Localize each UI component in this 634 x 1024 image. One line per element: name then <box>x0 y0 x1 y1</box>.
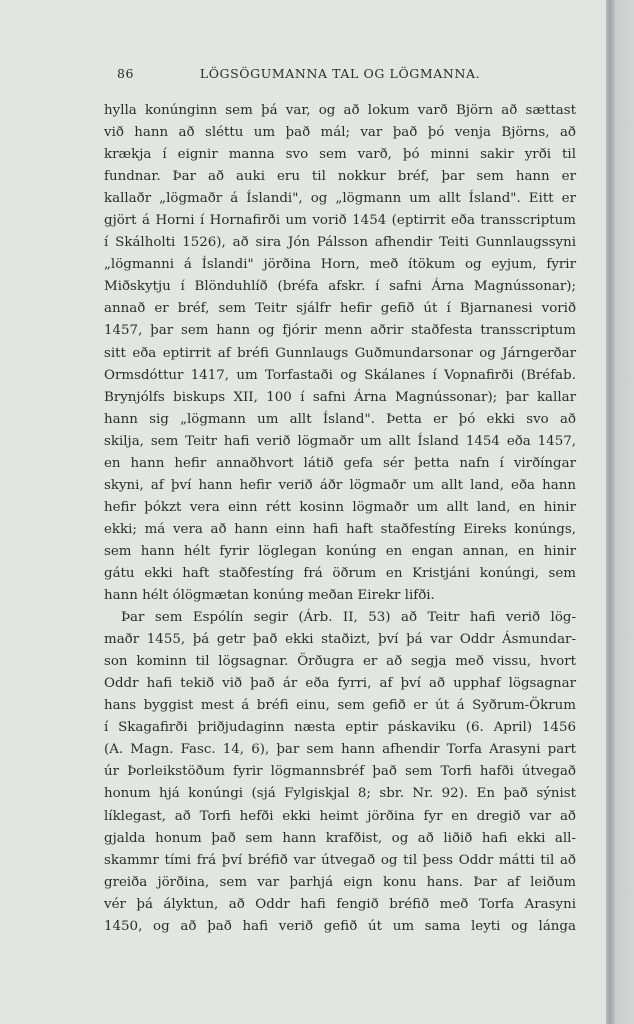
text-line: hann sig „lögmann um allt Ísland". Þetta er þó ekki svo að <box>104 411 576 427</box>
text-line: gjalda honum það sem hann krafðist, og að liðið hafi ekki all- <box>104 830 576 846</box>
page-number: 86 <box>117 66 135 81</box>
text-line: líklegast, að Torfi hefði ekki heimt jörðina fyr en dregið var að <box>104 808 576 824</box>
text-line: Ormsdóttur 1417, um Torfastaði og Skálanes í Vopnafirði (Bréfab. <box>104 367 576 383</box>
text-line: greiða jörðina, sem var þarhjá eign konu hans. Þar af leiðum <box>104 874 576 890</box>
paragraph <box>104 607 576 938</box>
text-line: gátu ekki haft staðfestíng frá öðrum en Kristjáni konúngi, sem <box>104 565 576 581</box>
text-line: son kominn til lögsagnar. Örðugra er að segja með vissu, hvort <box>104 654 576 670</box>
page-header <box>100 66 580 86</box>
body-text <box>104 100 576 938</box>
text-line: kallaðr „lögmaðr á Íslandi", og „lögmann um allt Ísland". Eitt er <box>104 191 576 207</box>
text-line: (A. Magn. Fasc. 14, 6), þar sem hann afhendir Torfa Arasyni part <box>104 742 576 758</box>
text-line: vér þá ályktun, að Oddr hafi fengið bréfið með Torfa Arasyni <box>104 896 576 912</box>
text-line: gjört á Horni í Hornafirði um vorið 1454 (eptirrit eða transscriptum <box>104 213 576 229</box>
text-line: fundnar. Þar að auki eru til nokkur bréf, þar sem hann er <box>104 169 576 185</box>
text-line: úr Þorleikstöðum fyrir lögmannsbréf það sem Torfi hafði útvegað <box>104 764 576 780</box>
text-line: í Skálholti 1526), að sira Jón Pálsson afhendir Teiti Gunnlaugssyni <box>104 235 576 251</box>
text-line: Miðskytju í Blönduhlíð (bréfa afskr. í safni Árna Magnússonar); <box>104 279 576 295</box>
text-line: 1450, og að það hafi verið gefið út um sama leyti og lánga <box>104 918 576 934</box>
paragraph <box>104 100 576 607</box>
text-line: „lögmanni á Íslandi" jörðina Horn, með ítökum og eyjum, fyrir <box>104 257 576 273</box>
text-line: Brynjólfs biskups XII, 100 í safni Árna Magnússonar); þar kallar <box>104 389 576 405</box>
text-line: skammr tími frá því bréfið var útvegað og til þess Oddr mátti til að <box>104 852 576 868</box>
text-line: hans byggist mest á bréfi einu, sem gefið er út á Syðrum-Ökrum <box>104 698 576 714</box>
page-edge <box>606 0 634 1024</box>
text-line: Þar sem Espólín segir (Árb. II, 53) að Teitr hafi verið lög- <box>121 610 576 626</box>
text-line: skilja, sem Teitr hafi verið lögmaðr um allt Ísland 1454 eða 1457, <box>104 433 576 449</box>
text-line: við hann að sléttu um það mál; var það þó venja Björns, að <box>104 125 576 141</box>
text-line: 1457, þar sem hann og fjórir menn aðrir staðfesta transscriptum <box>104 323 576 339</box>
text-line: krækja í eignir manna svo sem varð, þó minni sakir yrði til <box>104 147 576 163</box>
text-line: honum hjá konúngi (sjá Fylgiskjal 8; sbr. Nr. 92). En það sýnist <box>104 786 576 802</box>
text-line: skyni, af því hann hefir verið áðr lögmaðr um allt land, eða hann <box>104 477 576 493</box>
text-line: en hann hefir annaðhvort látið gefa sér þetta nafn í virðíngar <box>104 455 576 471</box>
text-line: hefir þókzt vera einn rétt kosinn lögmaðr um allt land, en hinir <box>104 499 576 515</box>
text-line: Oddr hafi tekið við það ár eða fyrri, af því að upphaf lögsagnar <box>104 676 576 692</box>
text-line: ekki; má vera að hann einn hafi haft staðfestíng Eireks konúngs, <box>104 521 576 537</box>
text-line: sem hann hélt fyrir löglegan konúng en engan annan, en hinir <box>104 543 576 559</box>
text-line: hann hélt ólögmætan konúng meðan Eirekr lifði. <box>104 588 435 604</box>
text-line: hylla konúnginn sem þá var, og að lokum varð Björn að sættast <box>104 103 576 118</box>
text-line: í Skagafirði þriðjudaginn næsta eptir páskaviku (6. April) 1456 <box>104 720 576 736</box>
text-line: maðr 1455, þá getr það ekki staðizt, því þá var Oddr Ásmundar- <box>104 632 576 648</box>
text-line: sitt eða eptirrit af bréfi Gunnlaugs Guðmundarsonar og Járngerðar <box>104 345 576 361</box>
running-title: LÖGSÖGUMANNA TAL OG LÖGMANNA. <box>199 66 481 81</box>
text-line: annað er bréf, sem Teitr sjálfr hefir gefið út í Bjarnanesi vorið <box>104 301 576 317</box>
